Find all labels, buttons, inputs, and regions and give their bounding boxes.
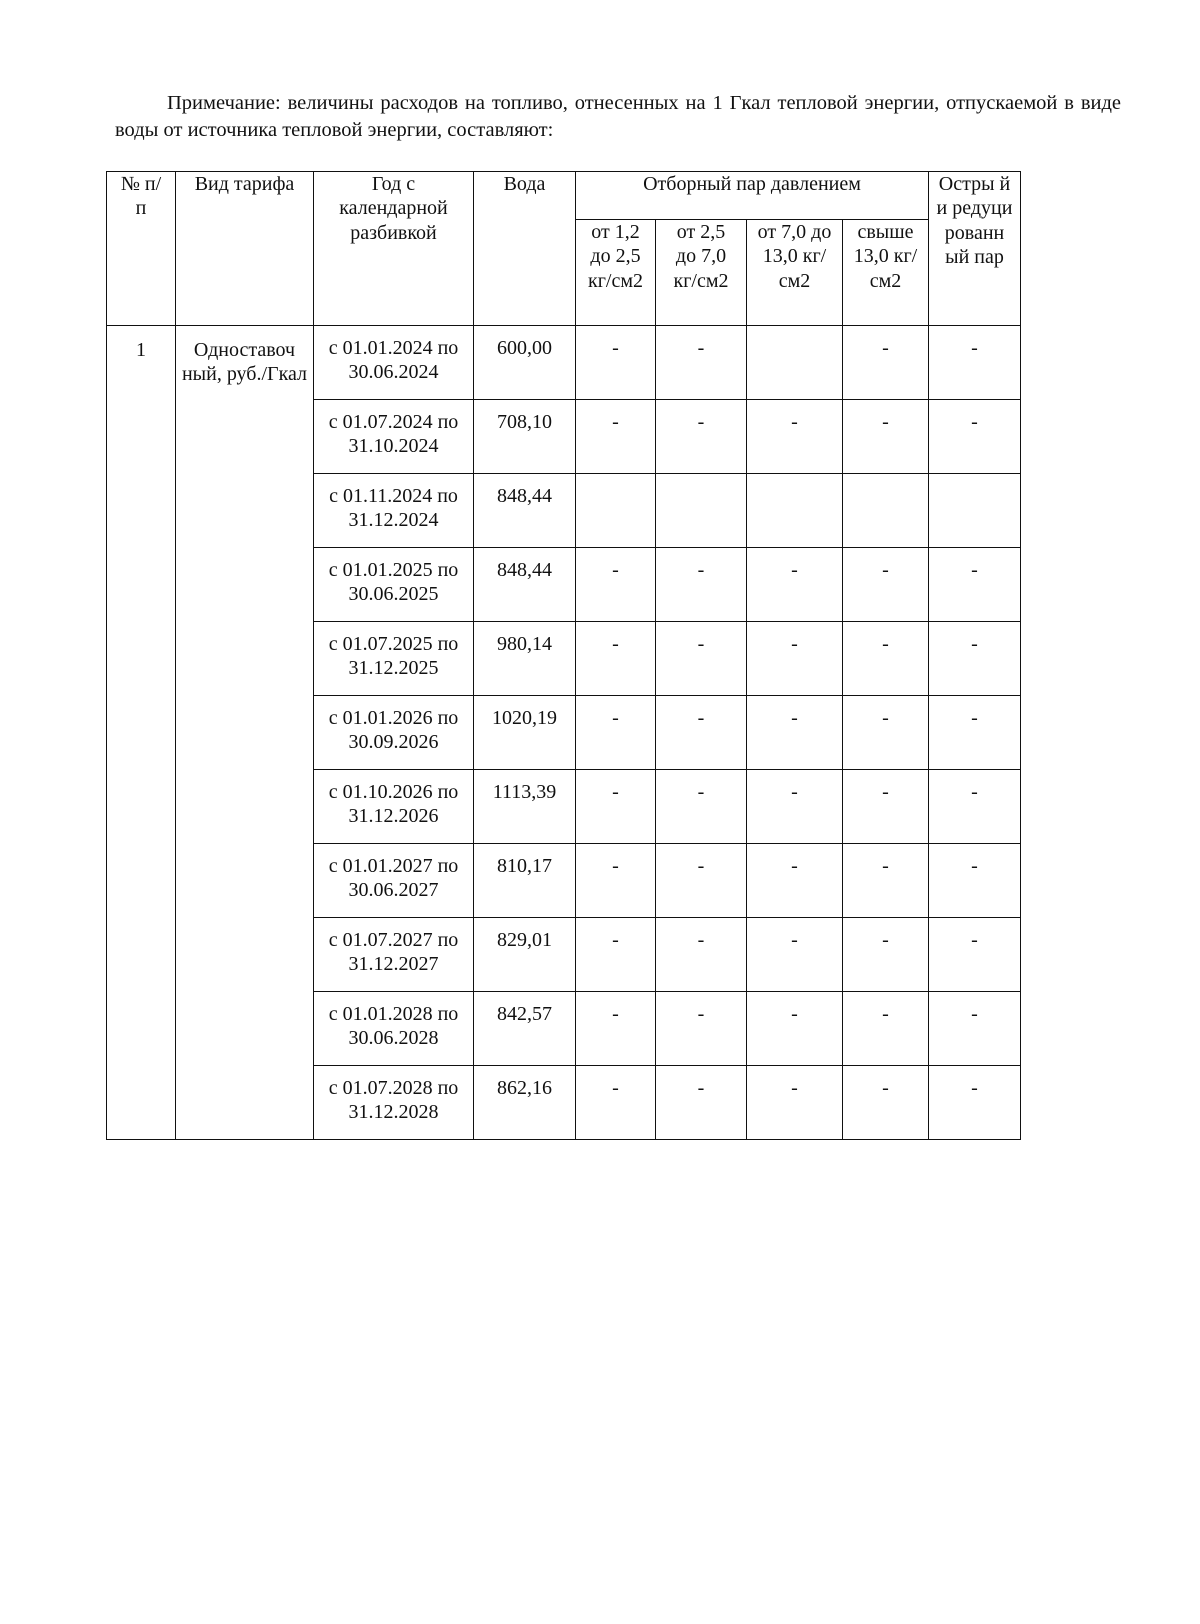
- steam-4-value: -: [843, 844, 929, 918]
- acute-steam-value: -: [929, 992, 1021, 1066]
- water-value: 1020,19: [474, 696, 576, 770]
- steam-3-value: -: [747, 622, 843, 696]
- water-value: 708,10: [474, 400, 576, 474]
- steam-1-value: -: [576, 992, 656, 1066]
- acute-steam-value: -: [929, 622, 1021, 696]
- water-value: 862,16: [474, 1066, 576, 1140]
- steam-4-value: [843, 474, 929, 548]
- acute-steam-value: -: [929, 400, 1021, 474]
- row-number: 1: [107, 326, 176, 1140]
- steam-2-value: -: [656, 326, 747, 400]
- steam-4-value: -: [843, 400, 929, 474]
- water-value: 842,57: [474, 992, 576, 1066]
- steam-4-value: -: [843, 918, 929, 992]
- water-value: 848,44: [474, 548, 576, 622]
- period-cell: с 01.01.2027 по 30.06.2027: [314, 844, 474, 918]
- period-cell: с 01.01.2025 по 30.06.2025: [314, 548, 474, 622]
- period-cell: с 01.10.2026 по 31.12.2026: [314, 770, 474, 844]
- header-steam-3: от 7,0 до 13,0 кг/см2: [747, 220, 843, 326]
- steam-3-value: -: [747, 992, 843, 1066]
- steam-3-value: -: [747, 1066, 843, 1140]
- steam-1-value: -: [576, 918, 656, 992]
- steam-4-value: -: [843, 548, 929, 622]
- steam-2-value: -: [656, 400, 747, 474]
- steam-2-value: [656, 474, 747, 548]
- steam-3-value: -: [747, 770, 843, 844]
- steam-4-value: -: [843, 326, 929, 400]
- steam-3-value: -: [747, 400, 843, 474]
- acute-steam-value: -: [929, 770, 1021, 844]
- steam-3-value: [747, 474, 843, 548]
- header-steam-1: от 1,2 до 2,5 кг/см2: [576, 220, 656, 326]
- header-water: Вода: [474, 172, 576, 326]
- acute-steam-value: [929, 474, 1021, 548]
- steam-1-value: -: [576, 770, 656, 844]
- steam-1-value: [576, 474, 656, 548]
- steam-1-value: -: [576, 844, 656, 918]
- steam-3-value: [747, 326, 843, 400]
- steam-1-value: -: [576, 696, 656, 770]
- header-steam-4: свыше 13,0 кг/см2: [843, 220, 929, 326]
- acute-steam-value: -: [929, 548, 1021, 622]
- steam-2-value: -: [656, 770, 747, 844]
- steam-3-value: -: [747, 548, 843, 622]
- acute-steam-value: -: [929, 326, 1021, 400]
- steam-4-value: -: [843, 622, 929, 696]
- steam-1-value: -: [576, 326, 656, 400]
- period-cell: с 01.01.2024 по 30.06.2024: [314, 326, 474, 400]
- water-value: 980,14: [474, 622, 576, 696]
- header-num: № п/п: [107, 172, 176, 326]
- acute-steam-value: -: [929, 844, 1021, 918]
- period-cell: с 01.01.2028 по 30.06.2028: [314, 992, 474, 1066]
- acute-steam-value: -: [929, 918, 1021, 992]
- water-value: 600,00: [474, 326, 576, 400]
- steam-1-value: -: [576, 400, 656, 474]
- period-cell: с 01.07.2027 по 31.12.2027: [314, 918, 474, 992]
- steam-2-value: -: [656, 918, 747, 992]
- steam-4-value: -: [843, 992, 929, 1066]
- water-value: 848,44: [474, 474, 576, 548]
- tariff-label: Одноставоч ный, руб./Гкал: [176, 326, 314, 1140]
- steam-2-value: -: [656, 696, 747, 770]
- steam-2-value: -: [656, 622, 747, 696]
- steam-3-value: -: [747, 918, 843, 992]
- steam-2-value: -: [656, 844, 747, 918]
- acute-steam-value: -: [929, 696, 1021, 770]
- steam-4-value: -: [843, 770, 929, 844]
- steam-1-value: -: [576, 1066, 656, 1140]
- steam-4-value: -: [843, 696, 929, 770]
- note-paragraph: Примечание: величины расходов на топливо, отнесенных на 1 Гкал тепловой энергии, отпускаемой в виде воды от источника тепловой энергии, составляют:: [115, 92, 1121, 142]
- water-value: 1113,39: [474, 770, 576, 844]
- acute-steam-value: -: [929, 1066, 1021, 1140]
- steam-2-value: -: [656, 1066, 747, 1140]
- steam-2-value: -: [656, 548, 747, 622]
- water-value: 829,01: [474, 918, 576, 992]
- period-cell: с 01.07.2028 по 31.12.2028: [314, 1066, 474, 1140]
- header-acute-steam: Остры й и редуци рованн ый пар: [929, 172, 1021, 326]
- steam-2-value: -: [656, 992, 747, 1066]
- header-period: Год с календарной разбивкой: [314, 172, 474, 326]
- steam-1-value: -: [576, 548, 656, 622]
- header-tariff-type: Вид тарифа: [176, 172, 314, 326]
- fuel-cost-table: [106, 171, 1021, 1140]
- period-cell: с 01.01.2026 по 30.09.2026: [314, 696, 474, 770]
- period-cell: с 01.07.2025 по 31.12.2025: [314, 622, 474, 696]
- period-cell: с 01.07.2024 по 31.10.2024: [314, 400, 474, 474]
- steam-4-value: -: [843, 1066, 929, 1140]
- header-steam-2: от 2,5 до 7,0 кг/см2: [656, 220, 747, 326]
- period-cell: с 01.11.2024 по 31.12.2024: [314, 474, 474, 548]
- steam-3-value: -: [747, 696, 843, 770]
- header-steam-group: Отборный пар давлением: [576, 172, 929, 220]
- steam-1-value: -: [576, 622, 656, 696]
- steam-3-value: -: [747, 844, 843, 918]
- water-value: 810,17: [474, 844, 576, 918]
